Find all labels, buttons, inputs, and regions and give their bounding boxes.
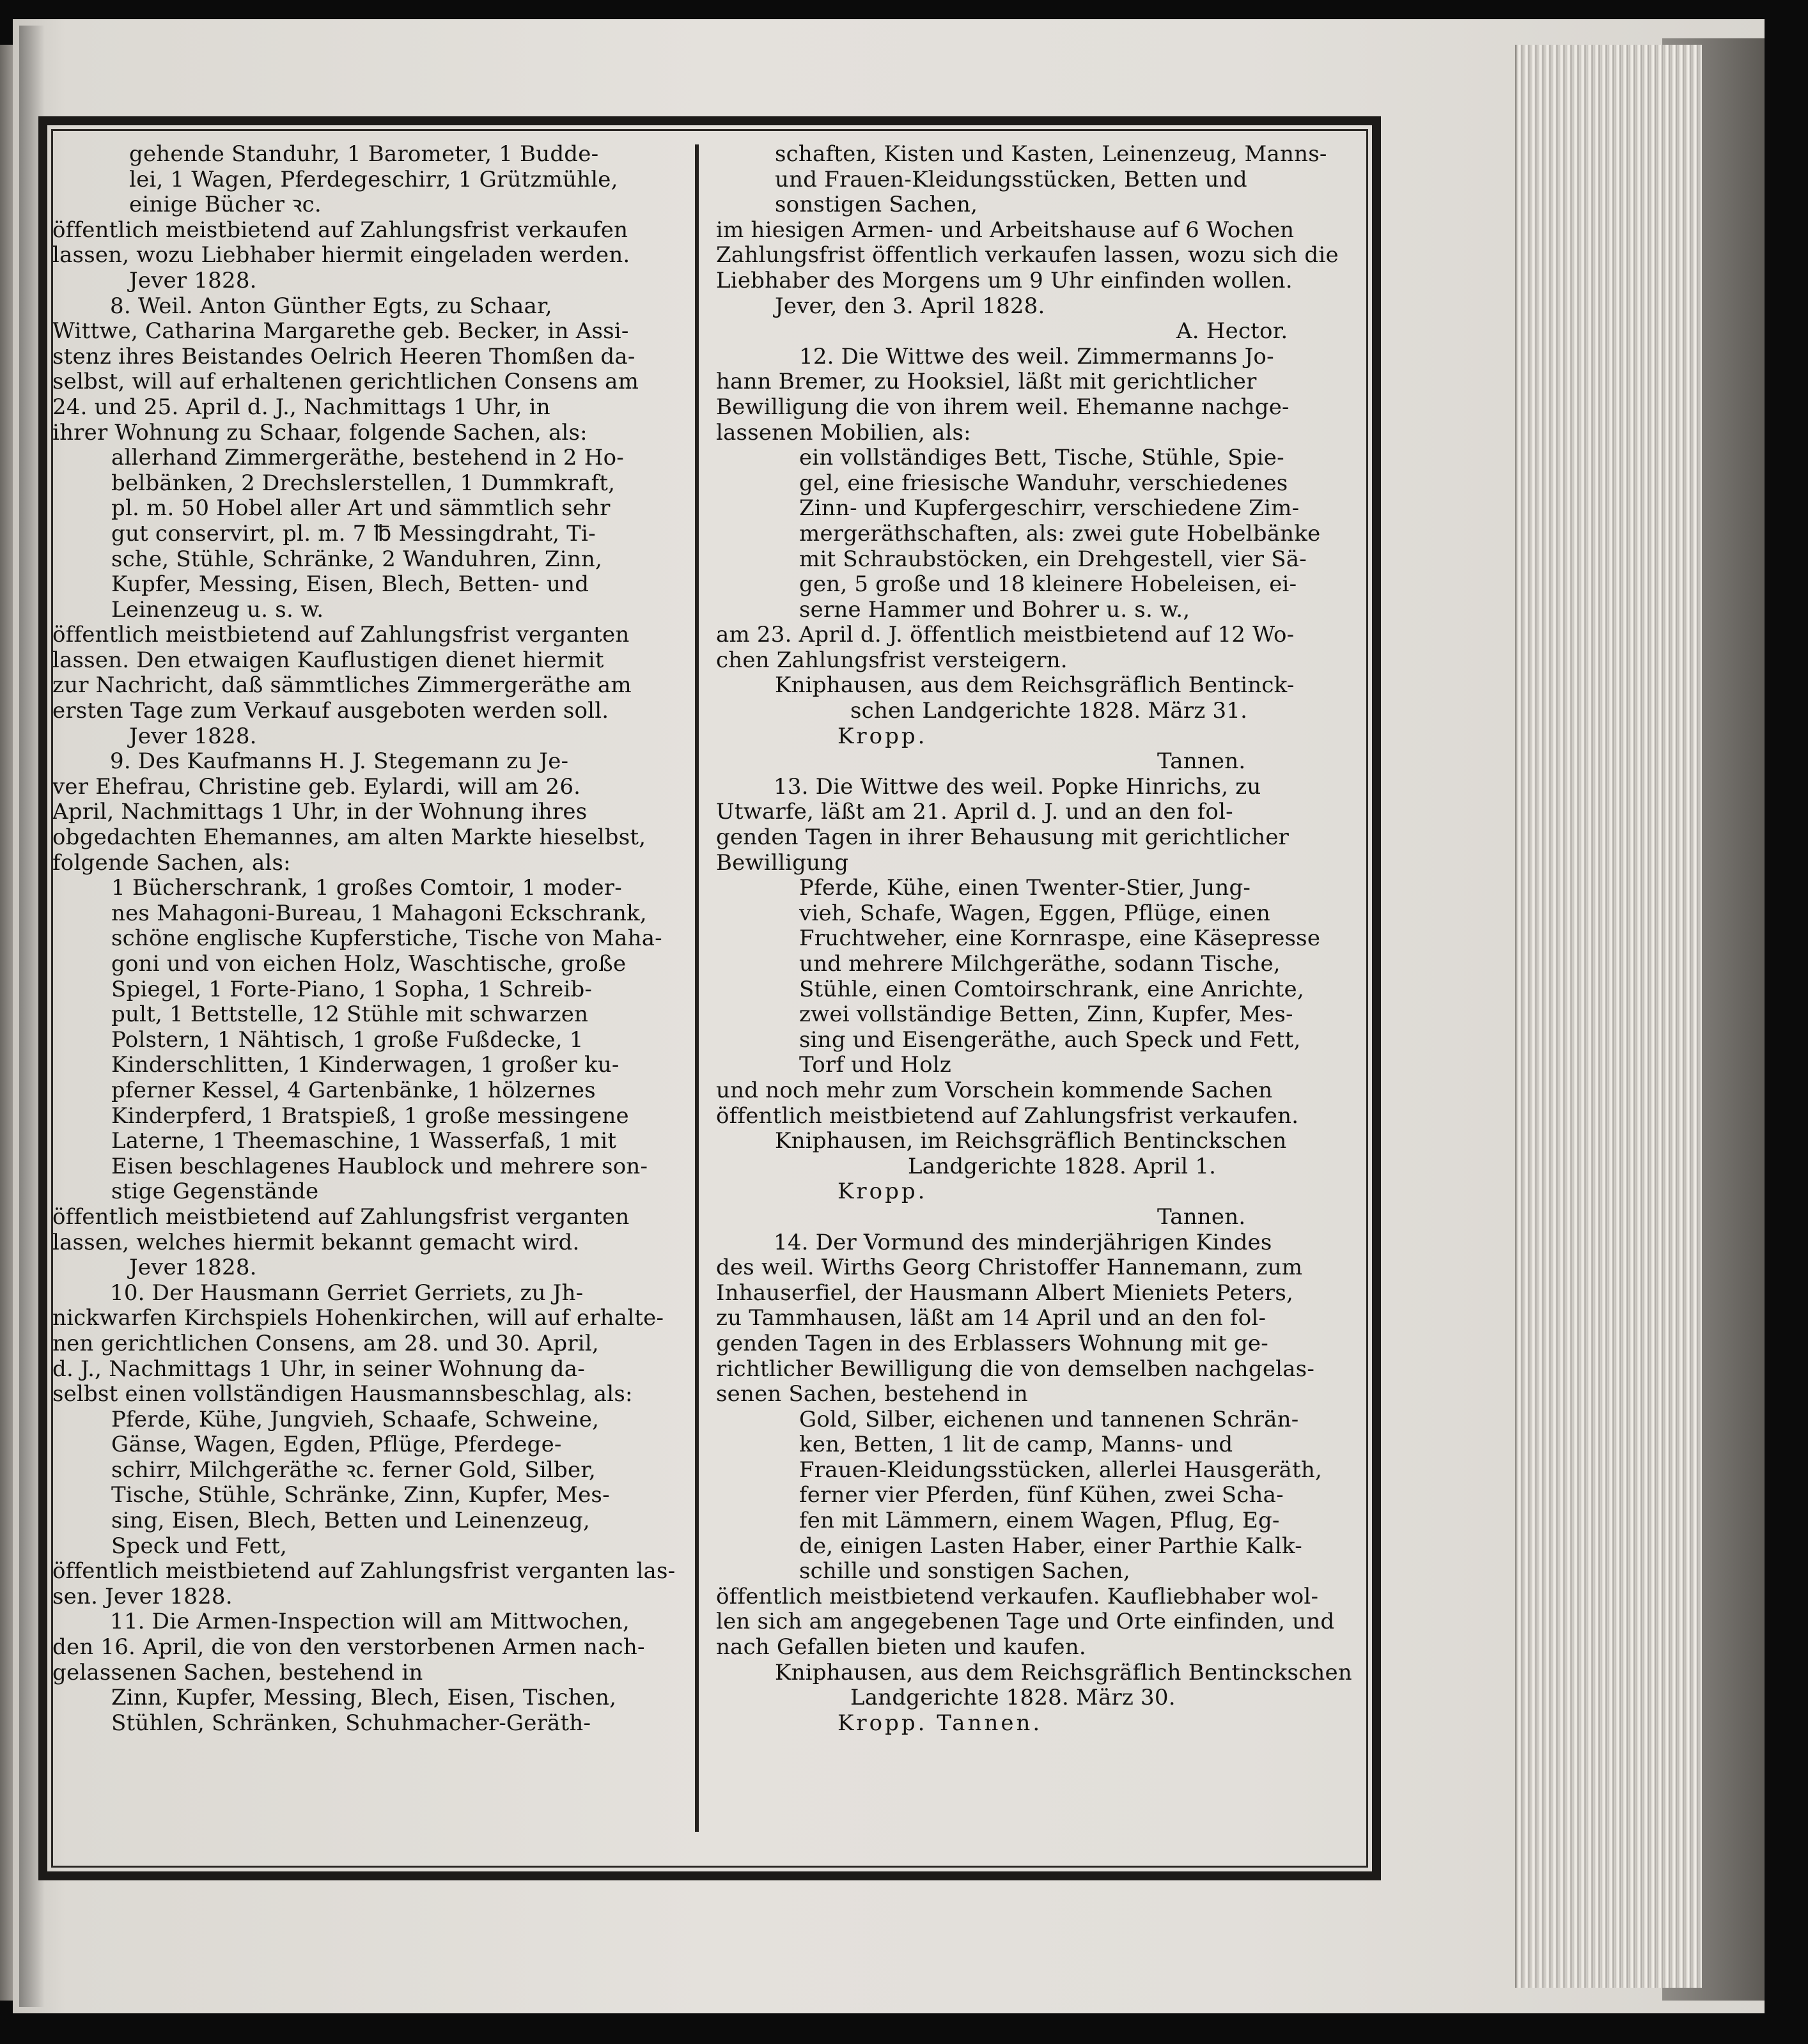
text-line: einige Bücher ꝛc.	[129, 192, 322, 218]
text-line: Kniphausen, aus dem Reichsgräflich Bentinckschen	[775, 1659, 1352, 1685]
text-line: Bewilligung die von ihrem weil. Ehemanne nachge-	[716, 394, 1290, 420]
text-line: am 23. April d. J. öffentlich meistbietend auf 12 Wo-	[716, 622, 1295, 648]
text-line: nen gerichtlichen Consens, am 28. und 30. April,	[52, 1330, 599, 1356]
text-line: Zinn- und Kupfergeschirr, verschiedene Zim-	[799, 495, 1300, 522]
text-line: Jever, den 3. April 1828.	[775, 293, 1045, 319]
text-line: Kinderpferd, 1 Bratspieß, 1 große messingene	[111, 1103, 629, 1129]
text-line: Kropp.	[838, 1179, 928, 1205]
text-line: gut conservirt, pl. m. 7 ℔ Messingdraht, Ti-	[111, 520, 596, 546]
text-line: Stühle, einen Comtoirschrank, eine Anrichte,	[799, 976, 1304, 1002]
text-line: schöne englische Kupferstiche, Tische von Maha-	[111, 925, 662, 952]
text-line: mergeräthschaften, als: zwei gute Hobelbänke	[799, 520, 1321, 546]
text-line: nach Gefallen bieten und kaufen.	[716, 1634, 1086, 1661]
text-line: selbst einen vollständigen Hausmannsbeschlag, als:	[52, 1381, 633, 1407]
text-line: sing, Eisen, Blech, Betten und Leinenzeug,	[111, 1508, 590, 1534]
text-line: Pferde, Kühe, Jungvieh, Schaafe, Schweine,	[111, 1406, 600, 1432]
text-line: den 16. April, die von den verstorbenen Armen nach-	[52, 1634, 645, 1661]
text-line: Laterne, 1 Theemaschine, 1 Wasserfaß, 1 mit	[111, 1128, 617, 1154]
text-line: Liebhaber des Morgens um 9 Uhr einfinden wollen.	[716, 267, 1293, 293]
text-line: fen mit Lämmern, einem Wagen, Pflug, Eg-	[799, 1508, 1280, 1534]
text-line: Wittwe, Catharina Margarethe geb. Becker, in Assi-	[52, 318, 629, 345]
text-line: Spiegel, 1 Forte-Piano, 1 Sopha, 1 Schreib-	[111, 976, 593, 1002]
text-line: sen. Jever 1828.	[52, 1583, 233, 1609]
text-line: Kupfer, Messing, Eisen, Blech, Betten- und	[111, 571, 589, 598]
text-line: Landgerichte 1828. März 30.	[850, 1685, 1176, 1711]
book-page-edges	[1515, 45, 1702, 1988]
text-line: zur Nachricht, daß sämmtliches Zimmergeräthe am	[52, 672, 632, 699]
text-line: sche, Stühle, Schränke, 2 Wanduhren, Zinn,	[111, 546, 603, 572]
text-line: 1 Bücherschrank, 1 großes Comtoir, 1 moder-	[111, 875, 622, 901]
text-line: gel, eine friesische Wanduhr, verschiedenes	[799, 470, 1288, 496]
text-line: 11. Die Armen-Inspection will am Mittwochen,	[110, 1609, 630, 1635]
text-line: senen Sachen, bestehend in	[716, 1381, 1029, 1407]
text-line: chen Zahlungsfrist versteigern.	[716, 647, 1068, 673]
text-line: Zinn, Kupfer, Messing, Blech, Eisen, Tischen,	[111, 1685, 617, 1711]
text-line: Stühlen, Schränken, Schuhmacher-Geräth-	[111, 1710, 591, 1736]
right-column	[716, 142, 1368, 1736]
text-line: Eisen beschlagenes Haublock und mehrere son-	[111, 1153, 648, 1179]
text-line: öffentlich meistbietend verkaufen. Kaufliebhaber wol-	[716, 1583, 1319, 1609]
text-line: und noch mehr zum Vorschein kommende Sachen	[716, 1077, 1273, 1103]
text-line: sing und Eisengeräthe, auch Speck und Fett,	[799, 1026, 1301, 1053]
text-line: öffentlich meistbietend auf Zahlungsfrist verganten	[52, 622, 630, 648]
text-line: Jever 1828.	[129, 1255, 257, 1281]
text-line: de, einigen Lasten Haber, einer Parthie Kalk-	[799, 1533, 1302, 1559]
text-line: Tannen.	[1157, 1204, 1246, 1230]
text-line: öffentlich meistbietend auf Zahlungsfrist verganten	[52, 1204, 630, 1230]
text-line: richtlicher Bewilligung die von demselben nachgelas-	[716, 1356, 1315, 1382]
text-line: serne Hammer und Bohrer u. s. w.,	[799, 596, 1190, 623]
text-line: lassenen Mobilien, als:	[716, 419, 971, 445]
text-line: und mehrere Milchgeräthe, sodann Tische,	[799, 951, 1281, 977]
text-line: nes Mahagoni-Bureau, 1 Mahagoni Eckschrank,	[111, 900, 647, 926]
text-line: Pferde, Kühe, einen Twenter-Stier, Jung-	[799, 875, 1251, 901]
text-line: schille und sonstigen Sachen,	[799, 1558, 1130, 1584]
text-line: gen, 5 große und 18 kleinere Hobeleisen, ei-	[799, 571, 1297, 598]
text-line: nickwarfen Kirchspiels Hohenkirchen, will auf erhalte-	[52, 1305, 664, 1331]
left-column	[52, 142, 705, 1736]
text-line: 9. Des Kaufmanns H. J. Stegemann zu Je-	[110, 748, 569, 775]
text-line: April, Nachmittags 1 Uhr, in der Wohnung ihres	[52, 799, 588, 825]
text-line: goni und von eichen Holz, Waschtische, große	[111, 951, 627, 977]
text-line: 12. Die Wittwe des weil. Zimmermanns Jo-	[799, 343, 1274, 369]
text-line: Torf und Holz	[799, 1052, 952, 1078]
text-line: len sich am angegebenen Tage und Orte einfinden, und	[716, 1609, 1335, 1635]
text-line: belbänken, 2 Drechslerstellen, 1 Dummkraft,	[111, 470, 616, 496]
text-line: Leinenzeug u. s. w.	[111, 596, 324, 623]
text-line: lassen, wozu Liebhaber hiermit eingeladen werden.	[52, 242, 630, 268]
text-line: im hiesigen Armen- und Arbeitshause auf 6 Wochen	[716, 217, 1295, 243]
text-line: Frauen-Kleidungsstücken, allerlei Hausgeräth,	[799, 1457, 1322, 1483]
text-line: pferner Kessel, 4 Gartenbänke, 1 hölzernes	[111, 1077, 596, 1103]
text-line: gelassenen Sachen, bestehend in	[52, 1659, 423, 1685]
text-line: Kniphausen, im Reichsgräflich Bentinckschen	[775, 1128, 1287, 1154]
text-line: allerhand Zimmergeräthe, bestehend in 2 Ho-	[111, 445, 624, 471]
text-line: selbst, will auf erhaltenen gerichtlichen Consens am	[52, 369, 639, 395]
text-line: ihrer Wohnung zu Schaar, folgende Sachen, als:	[52, 419, 588, 445]
text-line: Kinderschlitten, 1 Kinderwagen, 1 großer ku-	[111, 1052, 620, 1078]
text-line: Bewilligung	[716, 849, 849, 876]
text-line: gehende Standuhr, 1 Barometer, 1 Budde-	[129, 141, 599, 167]
text-line: Landgerichte 1828. April 1.	[908, 1153, 1217, 1179]
text-line: ersten Tage zum Verkauf ausgeboten werden soll.	[52, 698, 609, 724]
text-line: folgende Sachen, als:	[52, 849, 291, 876]
text-line: vieh, Schafe, Wagen, Eggen, Pflüge, einen	[799, 900, 1271, 926]
text-line: hann Bremer, zu Hooksiel, läßt mit gerichtlicher	[716, 369, 1257, 395]
text-line: stenz ihres Beistandes Oelrich Heeren Thomßen da-	[52, 343, 635, 369]
text-line: genden Tagen in ihrer Behausung mit gerichtlicher	[716, 825, 1290, 851]
text-line: mit Schraubstöcken, ein Drehgestell, vier Sä-	[799, 546, 1307, 572]
text-line: lassen. Den etwaigen Kauflustigen dienet hiermit	[52, 647, 604, 673]
text-line: Kropp.	[838, 723, 928, 749]
text-line: Tische, Stühle, Schränke, Zinn, Kupfer, Mes-	[111, 1482, 610, 1508]
text-line: ferner vier Pferden, fünf Kühen, zwei Scha-	[799, 1482, 1284, 1508]
text-line: 8. Weil. Anton Günther Egts, zu Schaar,	[110, 293, 552, 319]
text-line: genden Tagen in des Erblassers Wohnung mit ge-	[716, 1330, 1268, 1356]
text-line: 24. und 25. April d. J., Nachmittags 1 Uhr, in	[52, 394, 550, 420]
text-line: Jever 1828.	[129, 267, 257, 293]
text-line: Kniphausen, aus dem Reichsgräflich Bentinck-	[775, 672, 1295, 699]
text-line: 10. Der Hausmann Gerriet Gerriets, zu Jh-	[110, 1280, 584, 1306]
text-line: stige Gegenstände	[111, 1179, 319, 1205]
text-line: obgedachten Ehemannes, am alten Markte hieselbst,	[52, 825, 646, 851]
text-line: A. Hector.	[1176, 318, 1288, 345]
text-line: lei, 1 Wagen, Pferdegeschirr, 1 Grützmühle,	[129, 166, 618, 192]
text-line: ein vollständiges Bett, Tische, Stühle, Spie-	[799, 445, 1284, 471]
text-line: öffentlich meistbietend auf Zahlungsfrist verkaufen	[52, 217, 628, 243]
text-line: öffentlich meistbietend auf Zahlungsfrist verkaufen.	[716, 1103, 1299, 1129]
text-line: pl. m. 50 Hobel aller Art und sämmtlich sehr	[111, 495, 611, 522]
text-line: Jever 1828.	[129, 723, 257, 749]
text-line: Tannen.	[1157, 748, 1246, 775]
text-line: d. J., Nachmittags 1 Uhr, in seiner Wohnung da-	[52, 1356, 585, 1382]
text-line: 13. Die Wittwe des weil. Popke Hinrichs, zu	[774, 773, 1261, 800]
text-line: Kropp. Tannen.	[838, 1710, 1043, 1736]
text-line: zu Tammhausen, läßt am 14 April und an den fol-	[716, 1305, 1266, 1331]
text-line: ken, Betten, 1 lit de camp, Manns- und	[799, 1432, 1233, 1458]
text-line: Utwarfe, läßt am 21. April d. J. und an den fol-	[716, 799, 1233, 825]
text-line: Polstern, 1 Nähtisch, 1 große Fußdecke, 1	[111, 1026, 584, 1053]
text-line: Gold, Silber, eichenen und tannenen Schrän-	[799, 1406, 1299, 1432]
text-line: öffentlich meistbietend auf Zahlungsfrist verganten las-	[52, 1558, 676, 1584]
text-line: schirr, Milchgeräthe ꝛc. ferner Gold, Silber,	[111, 1457, 596, 1483]
text-line: Gänse, Wagen, Egden, Pflüge, Pferdege-	[111, 1432, 562, 1458]
text-line: zwei vollständige Betten, Zinn, Kupfer, Mes-	[799, 1002, 1293, 1028]
text-line: pult, 1 Bettstelle, 12 Stühle mit schwarzen	[111, 1002, 589, 1028]
text-line: schaften, Kisten und Kasten, Leinenzeug, Manns-	[775, 141, 1327, 167]
text-line: ver Ehefrau, Christine geb. Eylardi, will am 26.	[52, 773, 581, 800]
text-line: Inhauserfiel, der Hausmann Albert Mieniets Peters,	[716, 1280, 1294, 1306]
text-line: lassen, welches hiermit bekannt gemacht wird.	[52, 1229, 580, 1255]
text-line: Fruchtweher, eine Kornraspe, eine Käsepresse	[799, 925, 1321, 952]
text-line: Speck und Fett,	[111, 1533, 287, 1559]
text-line: sonstigen Sachen,	[775, 192, 978, 218]
text-line: Zahlungsfrist öffentlich verkaufen lassen, wozu sich die	[716, 242, 1339, 268]
text-line: schen Landgerichte 1828. März 31.	[850, 698, 1248, 724]
text-line: des weil. Wirths Georg Christoffer Hannemann, zum	[716, 1255, 1303, 1281]
text-line: und Frauen-Kleidungsstücken, Betten und	[775, 166, 1247, 192]
text-line: 14. Der Vormund des minderjährigen Kindes	[774, 1229, 1272, 1255]
